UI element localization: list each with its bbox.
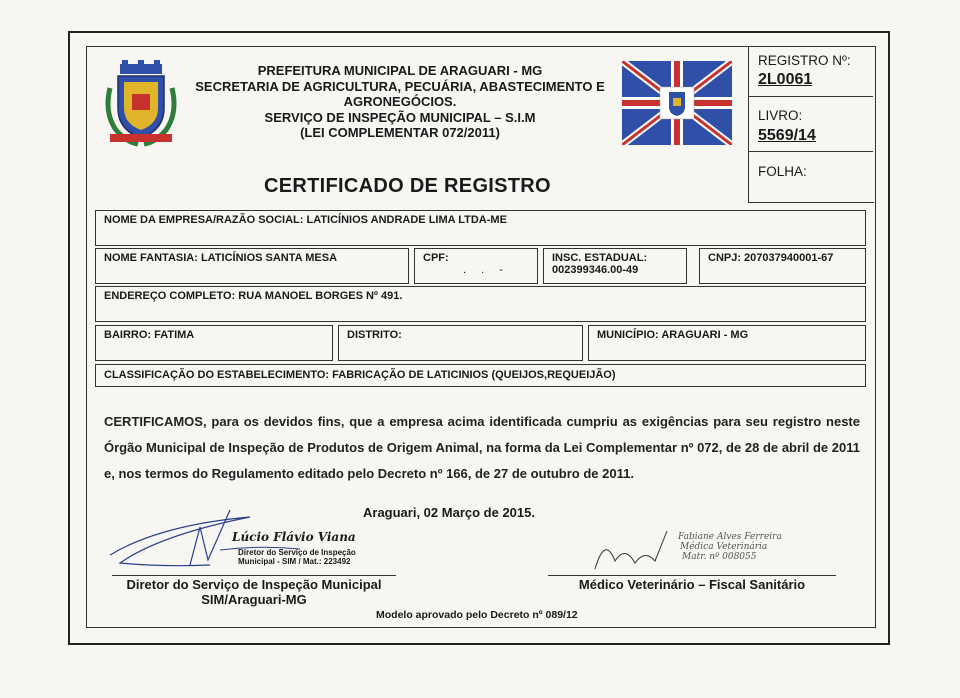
razao-social-text: NOME DA EMPRESA/RAZÃO SOCIAL: LATICÍNIOS ANDRADE LIMA LTDA-ME (104, 214, 507, 226)
classificacao-field (95, 364, 866, 387)
endereco-text: ENDEREÇO COMPLETO: RUA MANOEL BORGES Nº 491. (104, 290, 403, 302)
insc-estadual-field (543, 248, 687, 284)
header-line-2: SECRETARIA DE AGRICULTURA, PECUÁRIA, ABASTECIMENTO E (195, 78, 605, 94)
director-title-line-2: SIM/Araguari-MG (201, 592, 307, 607)
registro-value: 2L0061 (758, 71, 813, 88)
vet-stamp-line-3: Matr. nº 008055 (682, 552, 757, 562)
director-stamp-line-2: Municipal - SIM / Mat.: 223492 (238, 557, 351, 566)
veterinarian-signature-line (548, 575, 836, 576)
header-block (180, 63, 620, 141)
reg-divider (749, 151, 873, 152)
cpf-label: CPF: (423, 252, 449, 264)
cpf-field (414, 248, 538, 284)
header-line-5: (LEI COMPLEMENTAR 072/2011) (300, 125, 500, 140)
cnpj-field (699, 248, 866, 284)
registro-label: REGISTRO Nº: (758, 53, 851, 68)
footer-note: Modelo aprovado pelo Decreto nº 089/12 (376, 609, 578, 621)
insc-estadual-label: INSC. ESTADUAL: (552, 252, 648, 264)
vet-stamp-line-2: Médica Veterinária (680, 542, 768, 552)
livro-label: LIVRO: (758, 108, 803, 123)
veterinarian-stamp (678, 532, 782, 562)
director-title-line-1: Diretor do Serviço de Inspeção Municipal (126, 577, 382, 592)
nome-fantasia-field (95, 248, 409, 284)
header-line-4: SERVIÇO DE INSPEÇÃO MUNICIPAL – S.I.M (264, 109, 536, 125)
director-title (112, 577, 396, 607)
header-line-3: AGRONEGÓCIOS. (343, 94, 457, 109)
registration-box (748, 47, 874, 203)
classificacao-text: CLASSIFICAÇÃO DO ESTABELECIMENTO: FABRICAÇÃO DE LATICINIOS (QUEIJOS,REQUEIJÃO) (104, 369, 616, 381)
distrito-text: DISTRITO: (347, 329, 402, 341)
municipio-text: MUNICÍPIO: ARAGUARI - MG (597, 329, 749, 341)
director-name: Lúcio Flávio Viana (232, 530, 356, 544)
insc-estadual-value: 002399346.00-49 (552, 264, 639, 276)
vet-stamp-line-1: Fabiane Alves Ferreira (678, 532, 782, 542)
coat-of-arms-icon (102, 58, 180, 148)
razao-social-field (95, 210, 866, 246)
veterinarian-signature-icon (585, 525, 685, 575)
issue-date: Araguari, 02 Março de 2015. (363, 505, 535, 520)
reg-divider (749, 96, 873, 97)
nome-fantasia-text: NOME FANTASIA: LATICÍNIOS SANTA MESA (104, 252, 338, 264)
director-signature-line (112, 575, 396, 576)
distrito-field (338, 325, 583, 361)
certification-text: CERTIFICAMOS, para os devidos fins, que a empresa acima identificada cumpriu as exigências para seu registro neste Órgão Municipal de Inspeção de Produtos de Origem Animal, na forma da Lei Complementar nº 072, de 28 de abril de 2011 e, nos termos do Regulamento editado pelo Decreto nº 166, de 27 de outubro de 2011. (104, 414, 860, 481)
director-stamp (238, 548, 356, 566)
folha-label: FOLHA: (758, 164, 807, 179)
cpf-value: . . - (463, 264, 509, 276)
municipal-flag-icon (622, 61, 732, 145)
cnpj-text: CNPJ: 207037940001-67 (708, 252, 834, 264)
veterinarian-title: Médico Veterinário – Fiscal Sanitário (578, 577, 806, 592)
municipio-field (588, 325, 866, 361)
bairro-text: BAIRRO: FATIMA (104, 329, 195, 341)
header-line-1: PREFEITURA MUNICIPAL DE ARAGUARI - MG (257, 63, 543, 78)
director-stamp-line-1: Diretor do Serviço de Inspeção (238, 548, 356, 557)
certificate-title: CERTIFICADO DE REGISTRO (264, 175, 551, 197)
bairro-field (95, 325, 333, 361)
livro-value: 5569/14 (758, 127, 816, 144)
endereco-field (95, 286, 866, 322)
